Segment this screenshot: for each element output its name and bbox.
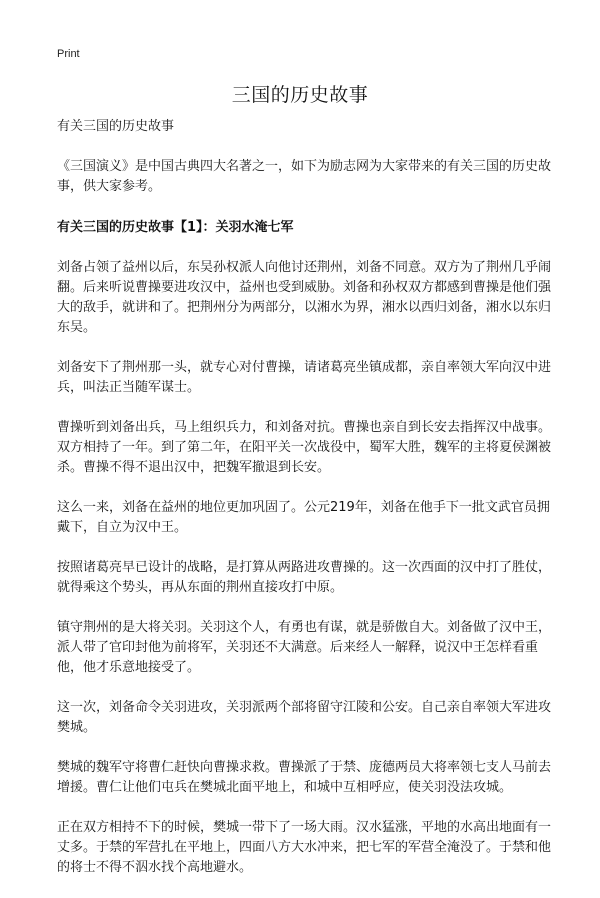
body-paragraph: 这么一来，刘备在益州的地位更加巩固了。公元219年，刘备在他手下一批文武官员拥戴下，自立为汉中王。	[57, 500, 550, 535]
body-paragraph: 这一次，刘备命令关羽进攻，关羽派两个部将留守江陵和公安。自己亲自率领大军进攻樊城。	[57, 700, 552, 735]
body-paragraph: 刘备占领了益州以后，东吴孙权派人向他讨还荆州，刘备不同意。双方为了荆州几乎闹翻。后来听说曹操要进攻汉中，益州也受到威胁。刘备和孙权双方都感到曹操是他们强大的敌手，就讲和了。把荆州分为两部分，以湘水为界，湘水以西归刘备，湘水以东归东吴。	[57, 260, 552, 335]
section-heading: 有关三国的历史故事【1】：关羽水淹七军	[57, 220, 294, 235]
article-subtitle: 有关三国的历史故事	[57, 119, 175, 134]
print-link[interactable]: Print	[57, 48, 80, 60]
body-paragraph: 镇守荆州的是大将关羽。关羽这个人，有勇也有谋，就是骄傲自大。刘备做了汉中王，派人带了官印封他为前将军，关羽还不大满意。后来经人一解释，说汉中王怎样看重他，他才乐意地接受了。	[57, 620, 552, 675]
body-paragraph: 樊城的魏军守将曹仁赶快向曹操求救。曹操派了于禁、庞德两员大将率领七支人马前去增援。曹仁让他们屯兵在樊城北面平地上，和城中互相呼应，使关羽没法攻城。	[57, 760, 552, 795]
body-paragraph: 按照诸葛亮早已设计的战略，是打算从两路进攻曹操的。这一次西面的汉中打了胜仗，就得乘这个势头，再从东面的荆州直接攻打中原。	[57, 560, 552, 595]
intro-paragraph: 《三国演义》是中国古典四大名著之一，如下为励志网为大家带来的有关三国的历史故事，供大家参考。	[57, 159, 552, 194]
body-paragraph: 刘备安下了荆州那一头，就专心对付曹操，请诸葛亮坐镇成都，亲自率领大军向汉中进兵，叫法正当随军谋士。	[57, 360, 552, 395]
body-paragraph: 曹操听到刘备出兵，马上组织兵力，和刘备对抗。曹操也亲自到长安去指挥汉中战事。双方相持了一年。到了第二年，在阳平关一次战役中，蜀军大胜，魏军的主将夏侯渊被杀。曹操不得不退出汉中，把魏军撤退到长安。	[57, 420, 552, 475]
page-title: 三国的历史故事	[231, 84, 369, 106]
article-body	[57, 117, 552, 898]
body-paragraph: 正在双方相持不下的时候，樊城一带下了一场大雨。汉水猛涨，平地的水高出地面有一丈多。于禁的军营扎在平地上，四面八方大水冲来，把七军的军营全淹没了。于禁和他的将士不得不泅水找个高地避水。	[57, 820, 552, 875]
